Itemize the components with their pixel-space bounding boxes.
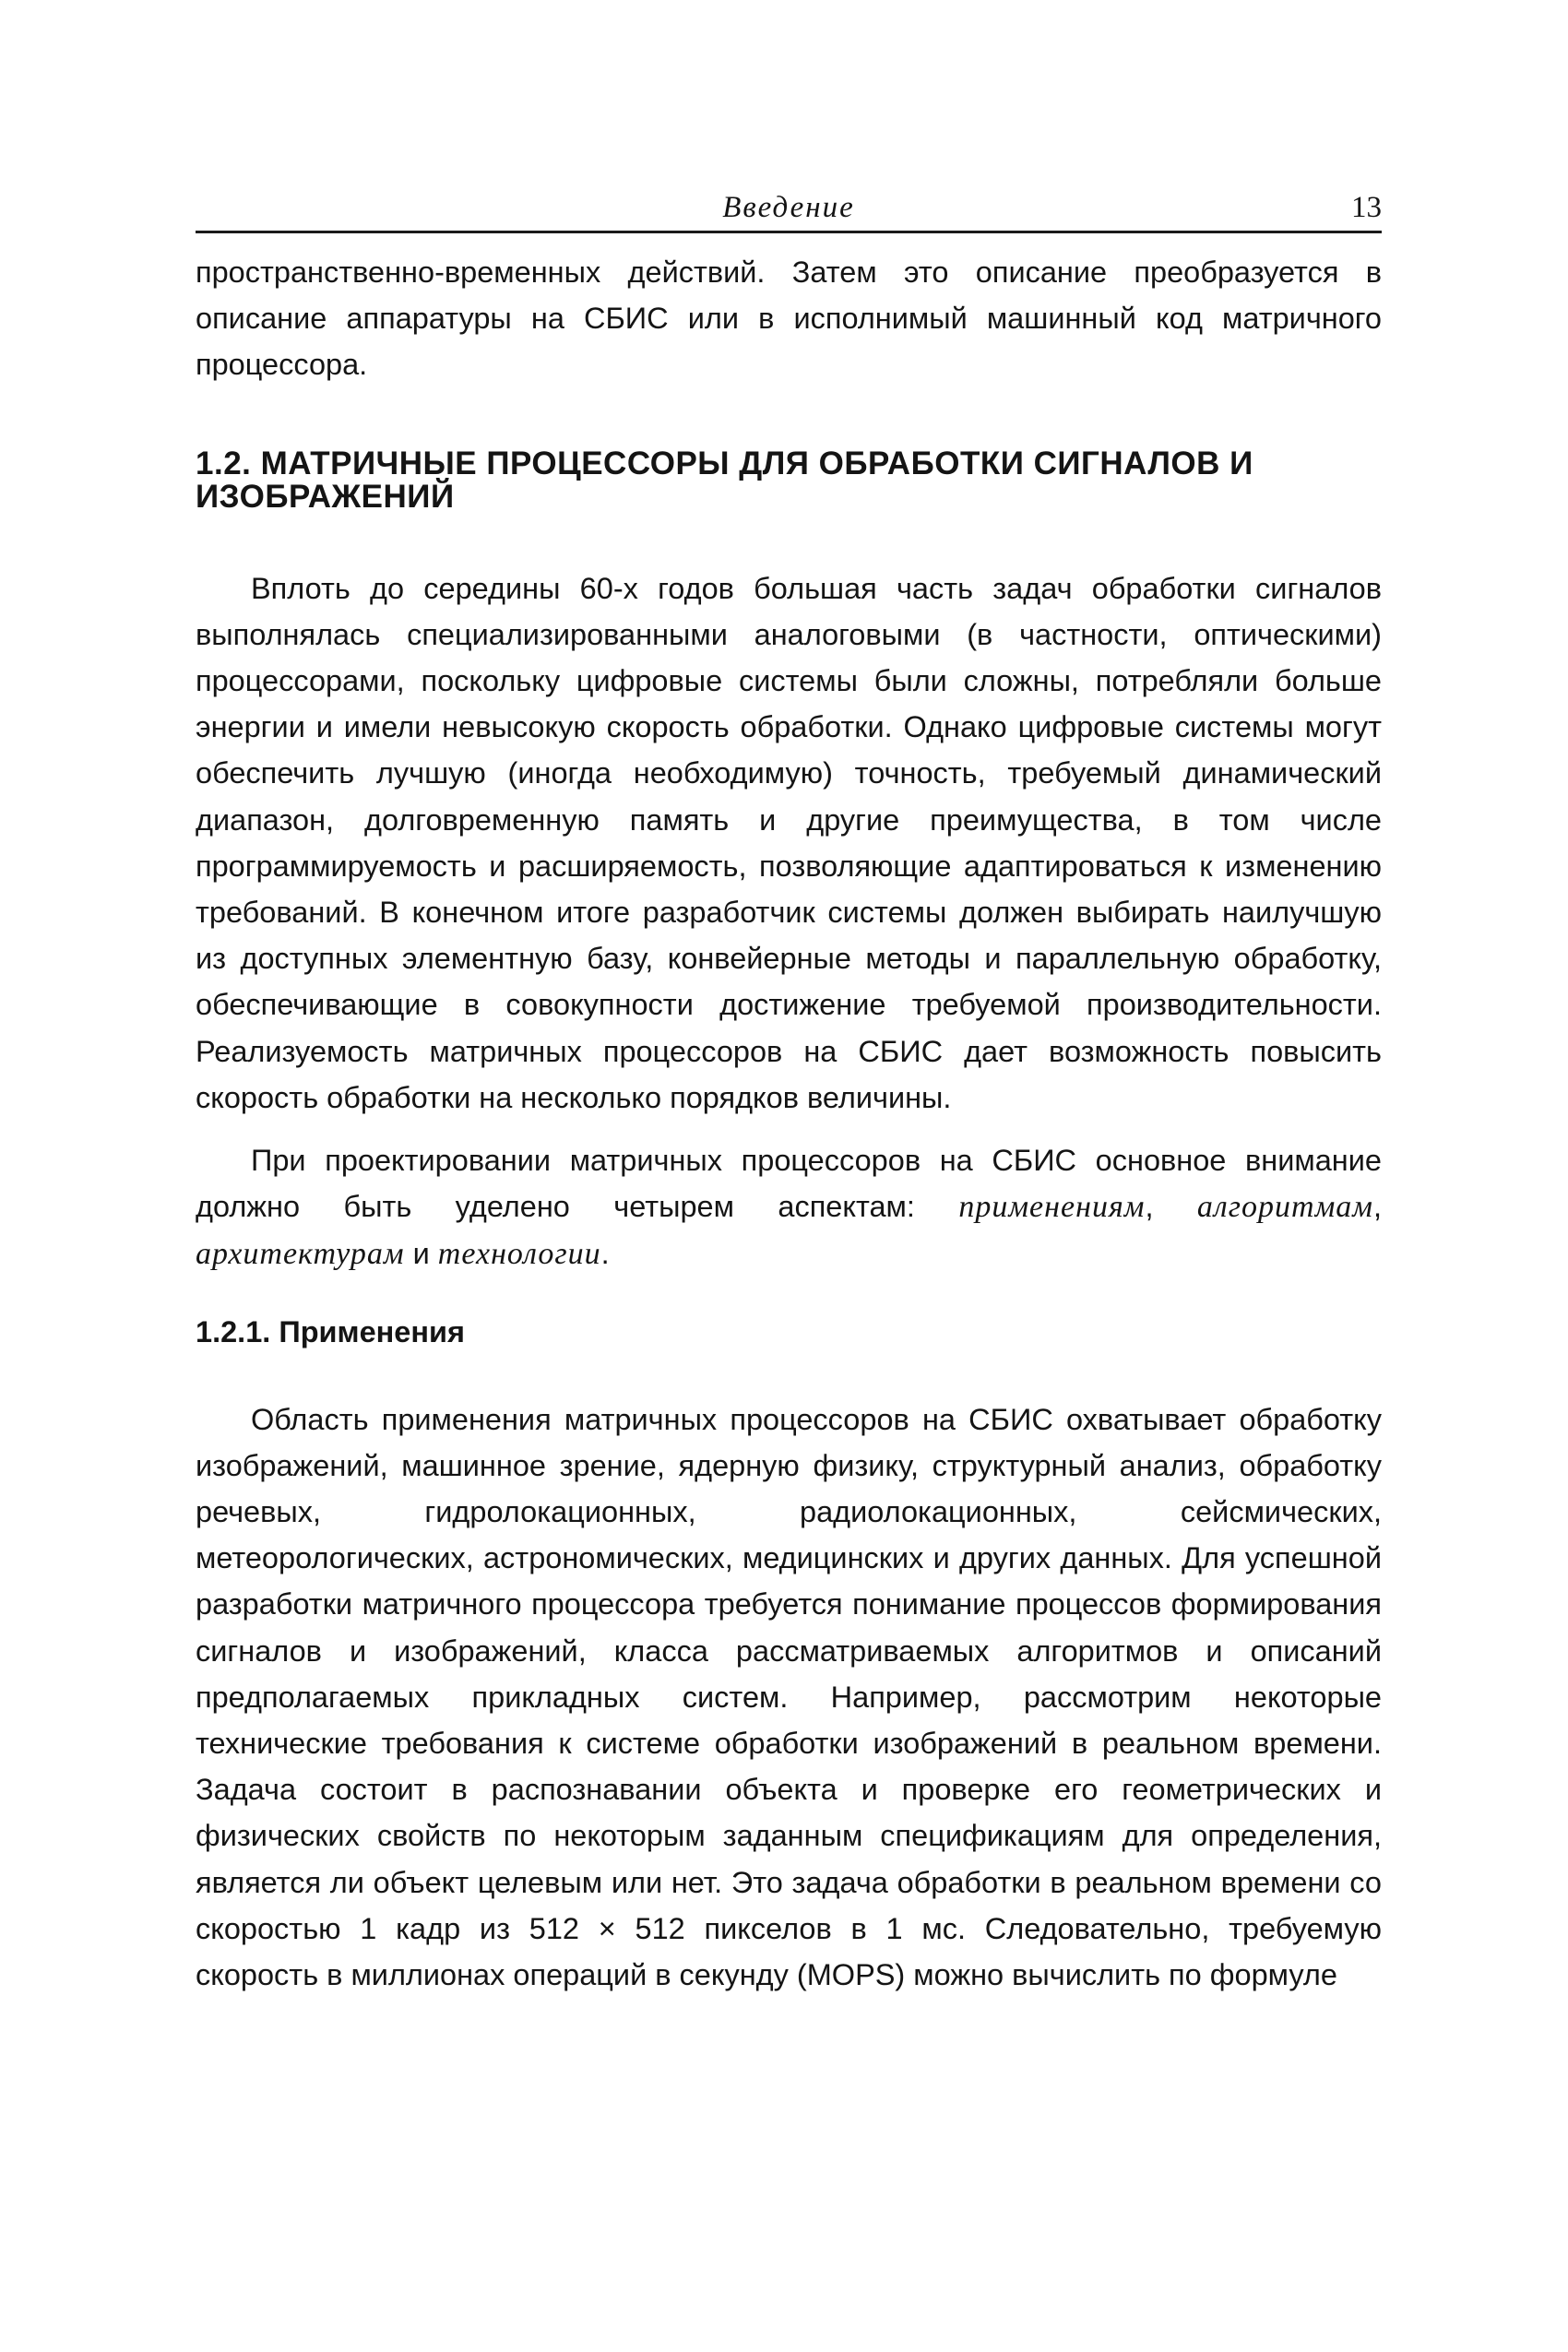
running-header (196, 184, 1382, 233)
separator-3: и (404, 1237, 438, 1271)
continuation-paragraph: пространственно-временных действий. Затем это описание преобразуется в описание аппаратуры на СБИС или в исполнимый машинный код матричного процессора. (196, 255, 1382, 382)
page-number: 13 (1351, 191, 1382, 224)
term-architectures: архитектурам (196, 1237, 405, 1272)
term-technology: технологии (437, 1237, 601, 1272)
section-paragraph-1: Вплоть до середины 60-х годов большая часть задач обработки сигналов выполнялась специализированными аналоговыми (в частности, оптическими) процессорами, поскольку цифровые системы были сложны, потребляли больше энергии и имели невысокую скорость обработки. Однако цифровые системы могут обеспечить лучшую (иногда необходимую) точность, требуемый динамический диапазон, долговременную память и другие преимущества, в том числе программируемость и расширяемость, позволяющие адаптироваться к изменению требований. В конечном итоге разработчик системы должен выбирать наилучшую из доступных элементную базу, конвейерные методы и параллельную обработку, обеспечивающие в совокупности достижение требуемой производительности. Реализуемость матричных процессоров на СБИС дает возможность повысить скорость обработки на несколько порядков величины. (196, 571, 1382, 1114)
term-algorithms: алгоритмам (1196, 1190, 1373, 1225)
separator-1: , (1145, 1190, 1197, 1224)
paragraph-2-lead: При проектировании матричных процессоров на СБИС основное внимание должно быть уделено четырем аспектам: (196, 1144, 1382, 1224)
subsection-paragraph: Область применения матричных процессоров на СБИС охватывает обработку изображений, машинное зрение, ядерную физику, структурный анализ, обработку речевых, гидролокационных, радиолокационных, сейсмических, метеорологических, астрономических, медицинских и других данных. Для успешной разработки матричного процессора требуется понимание процессов формирования сигналов и изображений, класса рассматриваемых алгоритмов и описаний предполагаемых прикладных систем. Например, рассмотрим некоторые технические требования к системе обработки изображений в реальном времени. Задача состоит в распознавании объекта и проверке его геометрических и физических свойств по некоторым заданным спецификациям для определения, является ли объект целевым или нет. Это задача обработки в реальном времени со скоростью 1 кадр из 512 × 512 пикселов в 1 мс. Следовательно, требуемую скорость в миллионах операций в секунду (MOPS) можно вычислить по формуле (196, 1402, 1382, 1992)
section-paragraph-2 (196, 1137, 1382, 1278)
separator-2: , (1372, 1190, 1382, 1224)
term-applications: применениям (958, 1190, 1146, 1225)
running-title: Введение (722, 191, 855, 224)
section-heading: 1.2. МАТРИЧНЫЕ ПРОЦЕССОРЫ ДЛЯ ОБРАБОТКИ СИГНАЛОВ И ИЗОБРАЖЕНИЙ (196, 445, 1253, 515)
paragraph-2-end: . (600, 1237, 610, 1271)
page-body (196, 249, 1382, 1998)
subsection-heading: 1.2.1. Применения (196, 1314, 465, 1348)
